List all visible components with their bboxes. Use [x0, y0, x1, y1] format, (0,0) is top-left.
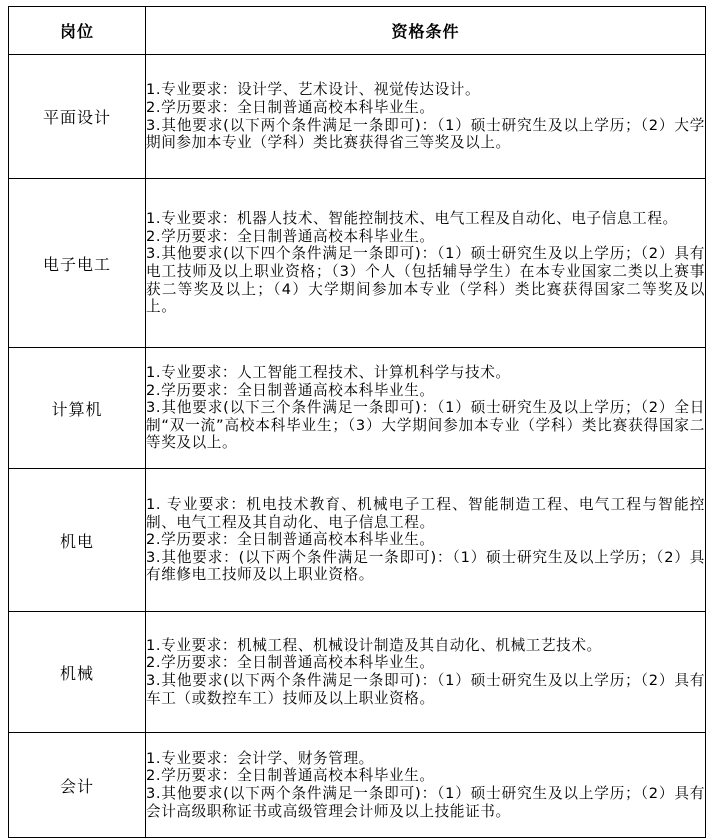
conditions-cell: [146, 179, 706, 348]
conditions-cell: [146, 55, 706, 179]
position-cell: 电子电工: [9, 179, 146, 348]
position-cell: 机械: [9, 612, 146, 733]
table-row: [9, 733, 706, 838]
requirement-line: 3.其他要求(以下两个条件满足一条即可)：（1）硕士研究生及以上学历；（2）具有车工（或数控车工）技师及以上职业资格。: [146, 672, 705, 707]
requirement-line: 2.学历要求：全日制普通高校本科毕业生。: [146, 381, 435, 399]
position-cell: 平面设计: [9, 55, 146, 179]
requirement-line: 2.学历要求：全日制普通高校本科毕业生。: [146, 654, 435, 672]
requirement-line: 2.学历要求：全日制普通高校本科毕业生。: [146, 531, 435, 549]
position-cell: 计算机: [9, 348, 146, 469]
requirement-line: 1. 专业要求：机电技术教育、机械电子工程、智能制造工程、电气工程与智能控制、电气工程及其自动化、电子信息工程。: [146, 496, 705, 531]
requirement-line: 1.专业要求：人工智能工程技术、计算机科学与技术。: [146, 364, 511, 382]
table-header-row: [9, 7, 706, 55]
requirement-line: 3.其他要求(以下四个条件满足一条即可)：（1）硕士研究生及以上学历；（2）具有电工技师及以上职业资格；（3）个人（包括辅导学生）在本专业国家二类以上赛事获二等奖及以上；（4）大学期间参加本专业（学科）类比赛获得国家二等奖及以上。: [146, 245, 705, 316]
table-row: [9, 179, 706, 348]
qualification-table: [8, 6, 706, 838]
requirement-line: 3.其他要求：(以下两个条件满足一条即可)：（1）硕士研究生及以上学历；（2）具有维修电工技师及以上职业资格。: [146, 548, 705, 584]
header-conditions: 资格条件: [146, 7, 706, 55]
requirement-line: 2.学历要求：全日制普通高校本科毕业生。: [146, 227, 435, 245]
conditions-cell: [146, 733, 706, 838]
table-row: [9, 348, 706, 469]
table-row: [9, 469, 706, 612]
requirement-line: 2.学历要求：全日制普通高校本科毕业生。: [146, 98, 435, 116]
table-row: [9, 612, 706, 733]
position-cell: 会计: [9, 733, 146, 838]
requirement-line: 3.其他要求(以下两个条件满足一条即可)：（1）硕士研究生及以上学历；（2）大学期间参加本专业（学科）类比赛获得省三等奖及以上。: [146, 116, 705, 152]
requirement-line: 1.专业要求：机械工程、机械设计制造及其自动化、机械工艺技术。: [146, 636, 602, 654]
requirement-line: 1.专业要求：会计学、财务管理。: [146, 749, 374, 767]
header-position: 岗位: [9, 7, 146, 55]
requirement-line: 3.其他要求(以下三个条件满足一条即可)：（1）硕士研究生及以上学历；（2）全日制“双一流”高校本科毕业生；（3）大学期间参加本专业（学科）类比赛获得国家二等奖及以上。: [146, 399, 705, 452]
conditions-cell: [146, 612, 706, 733]
conditions-cell: [146, 348, 706, 469]
requirement-line: 2.学历要求：全日制普通高校本科毕业生。: [146, 767, 435, 785]
table-row: [9, 55, 706, 179]
requirement-line: 3.其他要求(以下两个条件满足一条即可)：（1）硕士研究生及以上学历；（2）具有会计高级职称证书或高级管理会计师及以上技能证书。: [146, 785, 705, 820]
conditions-cell: [146, 469, 706, 612]
position-cell: 机电: [9, 469, 146, 612]
requirement-line: 1.专业要求：设计学、艺术设计、视觉传达设计。: [146, 81, 481, 99]
requirement-line: 1.专业要求：机器人技术、智能控制技术、电气工程及自动化、电子信息工程。: [146, 210, 678, 228]
